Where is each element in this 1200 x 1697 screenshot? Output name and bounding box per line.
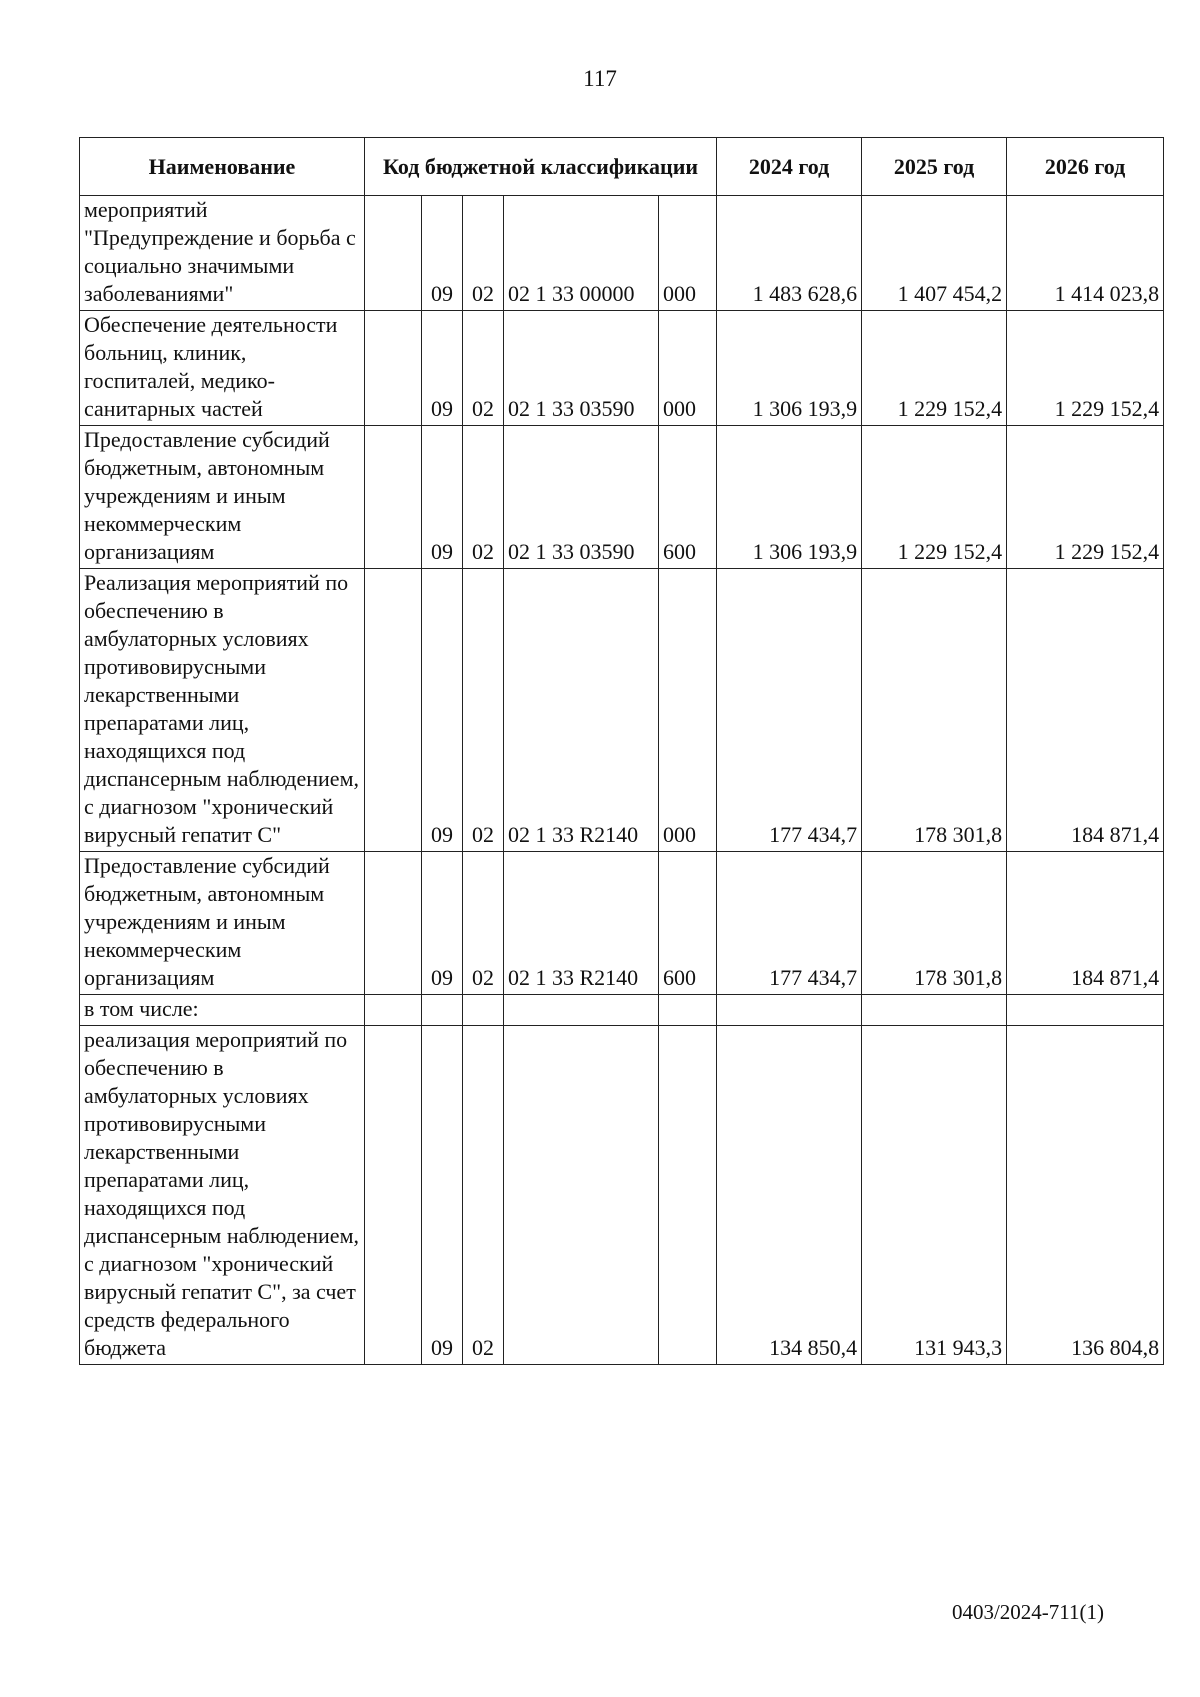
header-2024: 2024 год <box>717 138 862 196</box>
table-row <box>80 995 1164 1026</box>
row-gr <box>365 426 422 569</box>
row-rz: 09 <box>422 852 463 995</box>
row-2026 <box>1007 995 1164 1026</box>
row-vr: 600 <box>659 852 717 995</box>
header-2025: 2025 год <box>862 138 1007 196</box>
row-csr: 02 1 33 03590 <box>504 311 659 426</box>
row-2026: 1 414 023,8 <box>1007 196 1164 311</box>
header-name: Наименование <box>80 138 365 196</box>
row-2026: 184 871,4 <box>1007 852 1164 995</box>
row-2024: 1 306 193,9 <box>717 426 862 569</box>
row-2026: 136 804,8 <box>1007 1026 1164 1365</box>
row-gr <box>365 196 422 311</box>
row-csr: 02 1 33 R2140 <box>504 569 659 852</box>
row-pr: 02 <box>463 1026 504 1365</box>
row-2025: 178 301,8 <box>862 852 1007 995</box>
row-gr <box>365 1026 422 1365</box>
row-name: Предоставление субсидий бюджетным, автономным учреждениям и иным некоммерческим организациям <box>80 852 365 995</box>
row-pr: 02 <box>463 569 504 852</box>
page-number: 117 <box>583 66 617 91</box>
row-2026: 184 871,4 <box>1007 569 1164 852</box>
row-rz: 09 <box>422 311 463 426</box>
row-2025: 1 407 454,2 <box>862 196 1007 311</box>
table-row <box>80 311 1164 426</box>
row-rz: 09 <box>422 196 463 311</box>
row-rz <box>422 995 463 1026</box>
row-2024: 177 434,7 <box>717 852 862 995</box>
row-name: Обеспечение деятельности больниц, клиник, госпиталей, медико-санитарных частей <box>80 311 365 426</box>
row-rz: 09 <box>422 569 463 852</box>
document-id: 0403/2024-711(1) <box>951 1600 1104 1624</box>
header-2026: 2026 год <box>1007 138 1164 196</box>
row-2024: 1 483 628,6 <box>717 196 862 311</box>
row-csr <box>504 1026 659 1365</box>
row-2025 <box>862 995 1007 1026</box>
row-vr: 600 <box>659 426 717 569</box>
row-gr <box>365 995 422 1026</box>
row-rz: 09 <box>422 1026 463 1365</box>
row-2025: 131 943,3 <box>862 1026 1007 1365</box>
row-2024: 177 434,7 <box>717 569 862 852</box>
row-csr: 02 1 33 R2140 <box>504 852 659 995</box>
row-rz: 09 <box>422 426 463 569</box>
row-pr: 02 <box>463 426 504 569</box>
row-name: в том числе: <box>80 995 365 1026</box>
table-row <box>80 1026 1164 1365</box>
row-pr <box>463 995 504 1026</box>
row-vr: 000 <box>659 311 717 426</box>
row-csr <box>504 995 659 1026</box>
row-2025: 1 229 152,4 <box>862 311 1007 426</box>
row-pr: 02 <box>463 196 504 311</box>
row-vr <box>659 1026 717 1365</box>
row-name: Реализация мероприятий по обеспечению в амбулаторных условиях противовирусными лекарственными препаратами лиц, находящихся под диспансерным наблюдением, с диагнозом "хронический вирусный гепатит С" <box>80 569 365 852</box>
row-name: реализация мероприятий по обеспечению в амбулаторных условиях противовирусными лекарственными препаратами лиц, находящихся под диспансерным наблюдением, с диагнозом "хронический вирусный гепатит С", за счет средств федерального бюджета <box>80 1026 365 1365</box>
row-vr: 000 <box>659 569 717 852</box>
row-name: мероприятий "Предупреждение и борьба с социально значимыми заболеваниями" <box>80 196 365 311</box>
table-row <box>80 426 1164 569</box>
row-vr <box>659 995 717 1026</box>
row-2024: 1 306 193,9 <box>717 311 862 426</box>
row-csr: 02 1 33 00000 <box>504 196 659 311</box>
row-pr: 02 <box>463 311 504 426</box>
row-gr <box>365 311 422 426</box>
row-csr: 02 1 33 03590 <box>504 426 659 569</box>
header-code: Код бюджетной классификации <box>365 138 717 196</box>
row-2026: 1 229 152,4 <box>1007 311 1164 426</box>
row-2025: 1 229 152,4 <box>862 426 1007 569</box>
budget-table <box>79 137 1164 1365</box>
row-gr <box>365 569 422 852</box>
row-2026: 1 229 152,4 <box>1007 426 1164 569</box>
row-vr: 000 <box>659 196 717 311</box>
row-2025: 178 301,8 <box>862 569 1007 852</box>
row-2024 <box>717 995 862 1026</box>
table-row <box>80 852 1164 995</box>
table-row <box>80 569 1164 852</box>
row-pr: 02 <box>463 852 504 995</box>
table-row <box>80 196 1164 311</box>
row-name: Предоставление субсидий бюджетным, автономным учреждениям и иным некоммерческим организациям <box>80 426 365 569</box>
row-gr <box>365 852 422 995</box>
row-2024: 134 850,4 <box>717 1026 862 1365</box>
header-row <box>80 138 1164 196</box>
